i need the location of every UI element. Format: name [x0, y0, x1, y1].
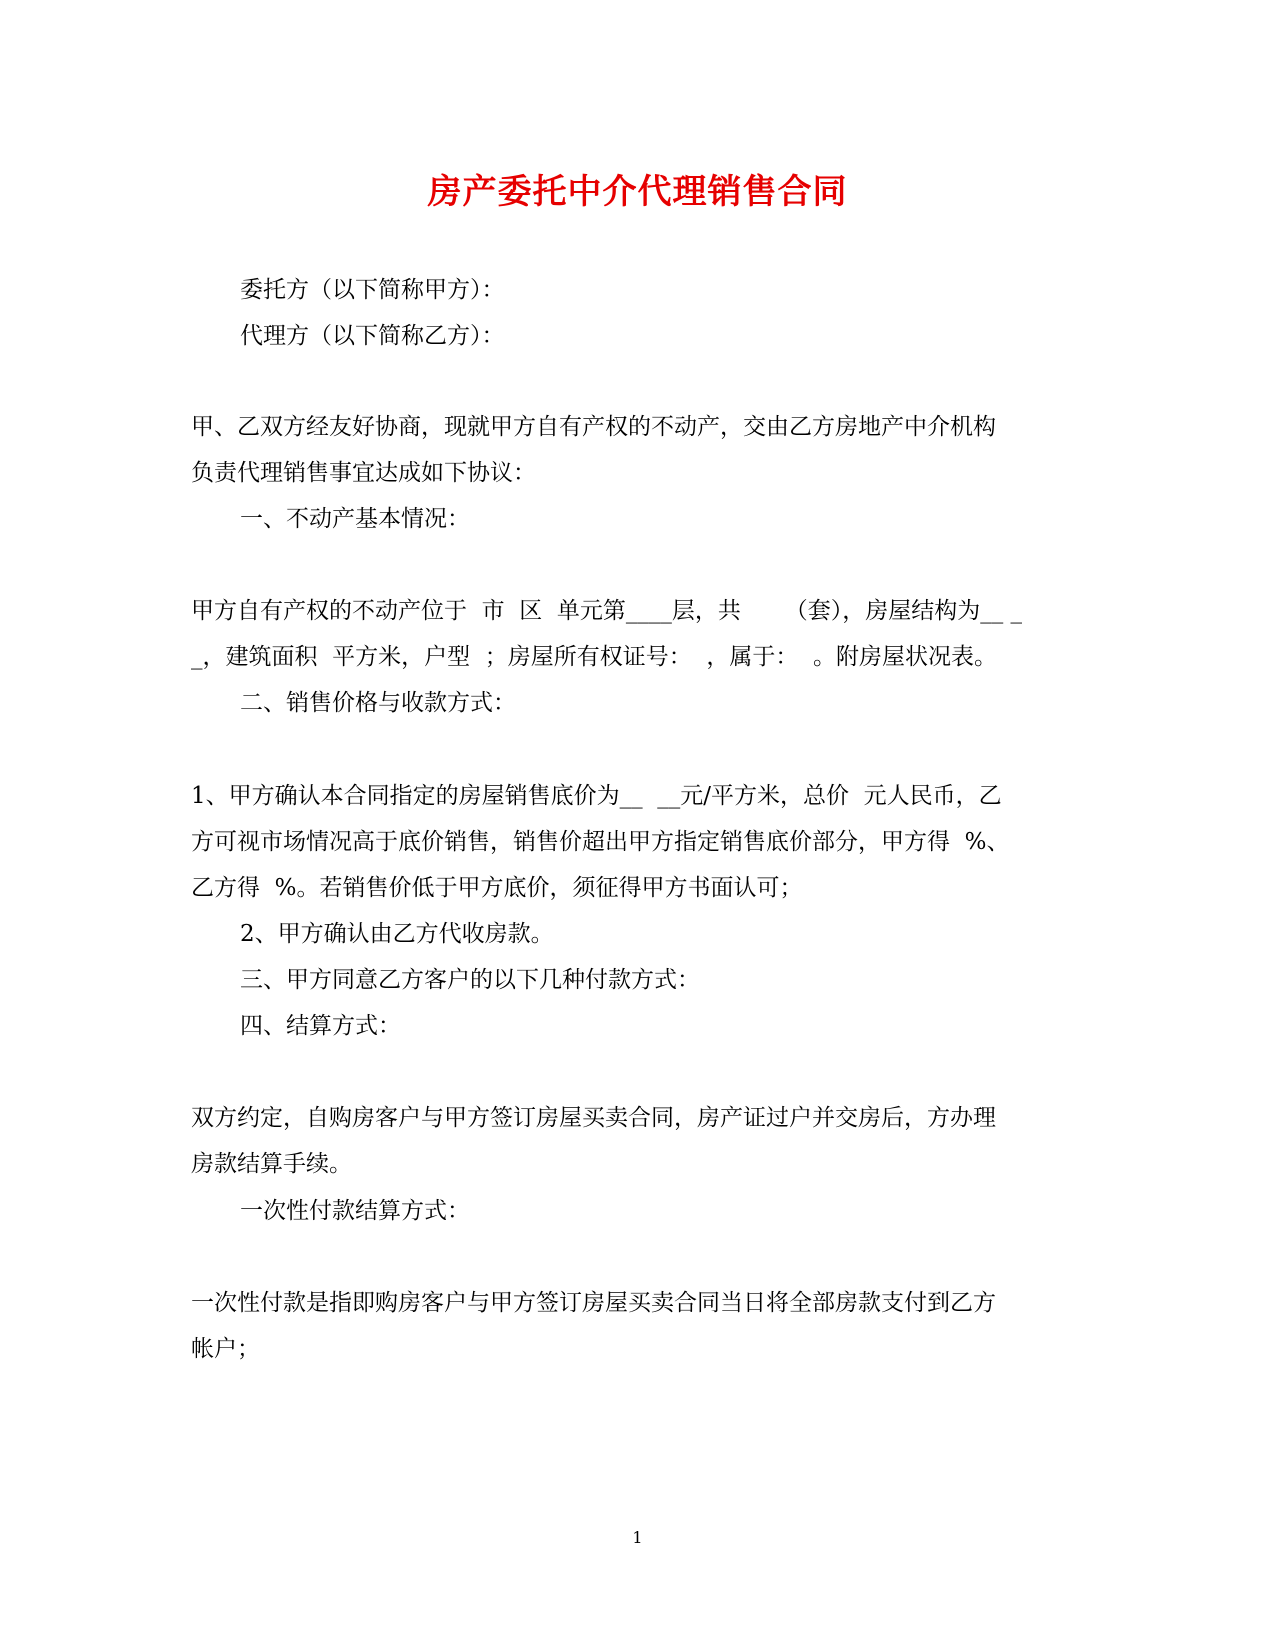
section-heading-3: 三、甲方同意乙方客户的以下几种付款方式：	[240, 967, 700, 993]
section-heading-2: 二、销售价格与收款方式：	[240, 690, 516, 716]
paragraph-line: _，建筑面积 平方米，户型 ；房屋所有权证号： ，属于： 。附房屋状况表。	[191, 644, 997, 670]
clause-item-2: 2、甲方确认由乙方代收房款。	[240, 921, 554, 947]
page-number: 1	[632, 1528, 643, 1547]
paragraph-line: 方可视市场情况高于底价销售，销售价超出甲方指定销售底价部分，甲方得 %、	[191, 829, 1010, 855]
section-heading-1: 一、不动产基本情况：	[240, 506, 470, 532]
paragraph-line: 帐户；	[191, 1336, 260, 1362]
paragraph-line: 甲、乙双方经友好协商，现就甲方自有产权的不动产，交由乙方房地产中介机构	[191, 414, 996, 440]
paragraph-line: 一次性付款是指即购房客户与甲方签订房屋买卖合同当日将全部房款支付到乙方	[191, 1290, 996, 1316]
subheading-lump-sum: 一次性付款结算方式：	[240, 1198, 470, 1224]
section-heading-4: 四、结算方式：	[240, 1013, 401, 1039]
paragraph-line: 乙方得 %。若销售价低于甲方底价，须征得甲方书面认可；	[191, 875, 803, 901]
paragraph-line: 双方约定，自购房客户与甲方签订房屋买卖合同，房产证过户并交房后，方办理	[191, 1105, 996, 1131]
clause-party-a: 委托方（以下简称甲方）：	[240, 277, 505, 303]
paragraph-line: 负责代理销售事宜达成如下协议：	[191, 460, 536, 486]
paragraph-line: 1、甲方确认本合同指定的房屋销售底价为__ __元/平方米，总价 元人民币，乙	[191, 783, 1002, 809]
paragraph-line: 房款结算手续。	[191, 1151, 352, 1177]
document-title: 房产委托中介代理销售合同	[427, 172, 848, 212]
paragraph-line: 甲方自有产权的不动产位于 市 区 单元第____层，共 （套），房屋结构为__ _	[191, 598, 1023, 624]
clause-party-b: 代理方（以下简称乙方）：	[240, 323, 505, 349]
